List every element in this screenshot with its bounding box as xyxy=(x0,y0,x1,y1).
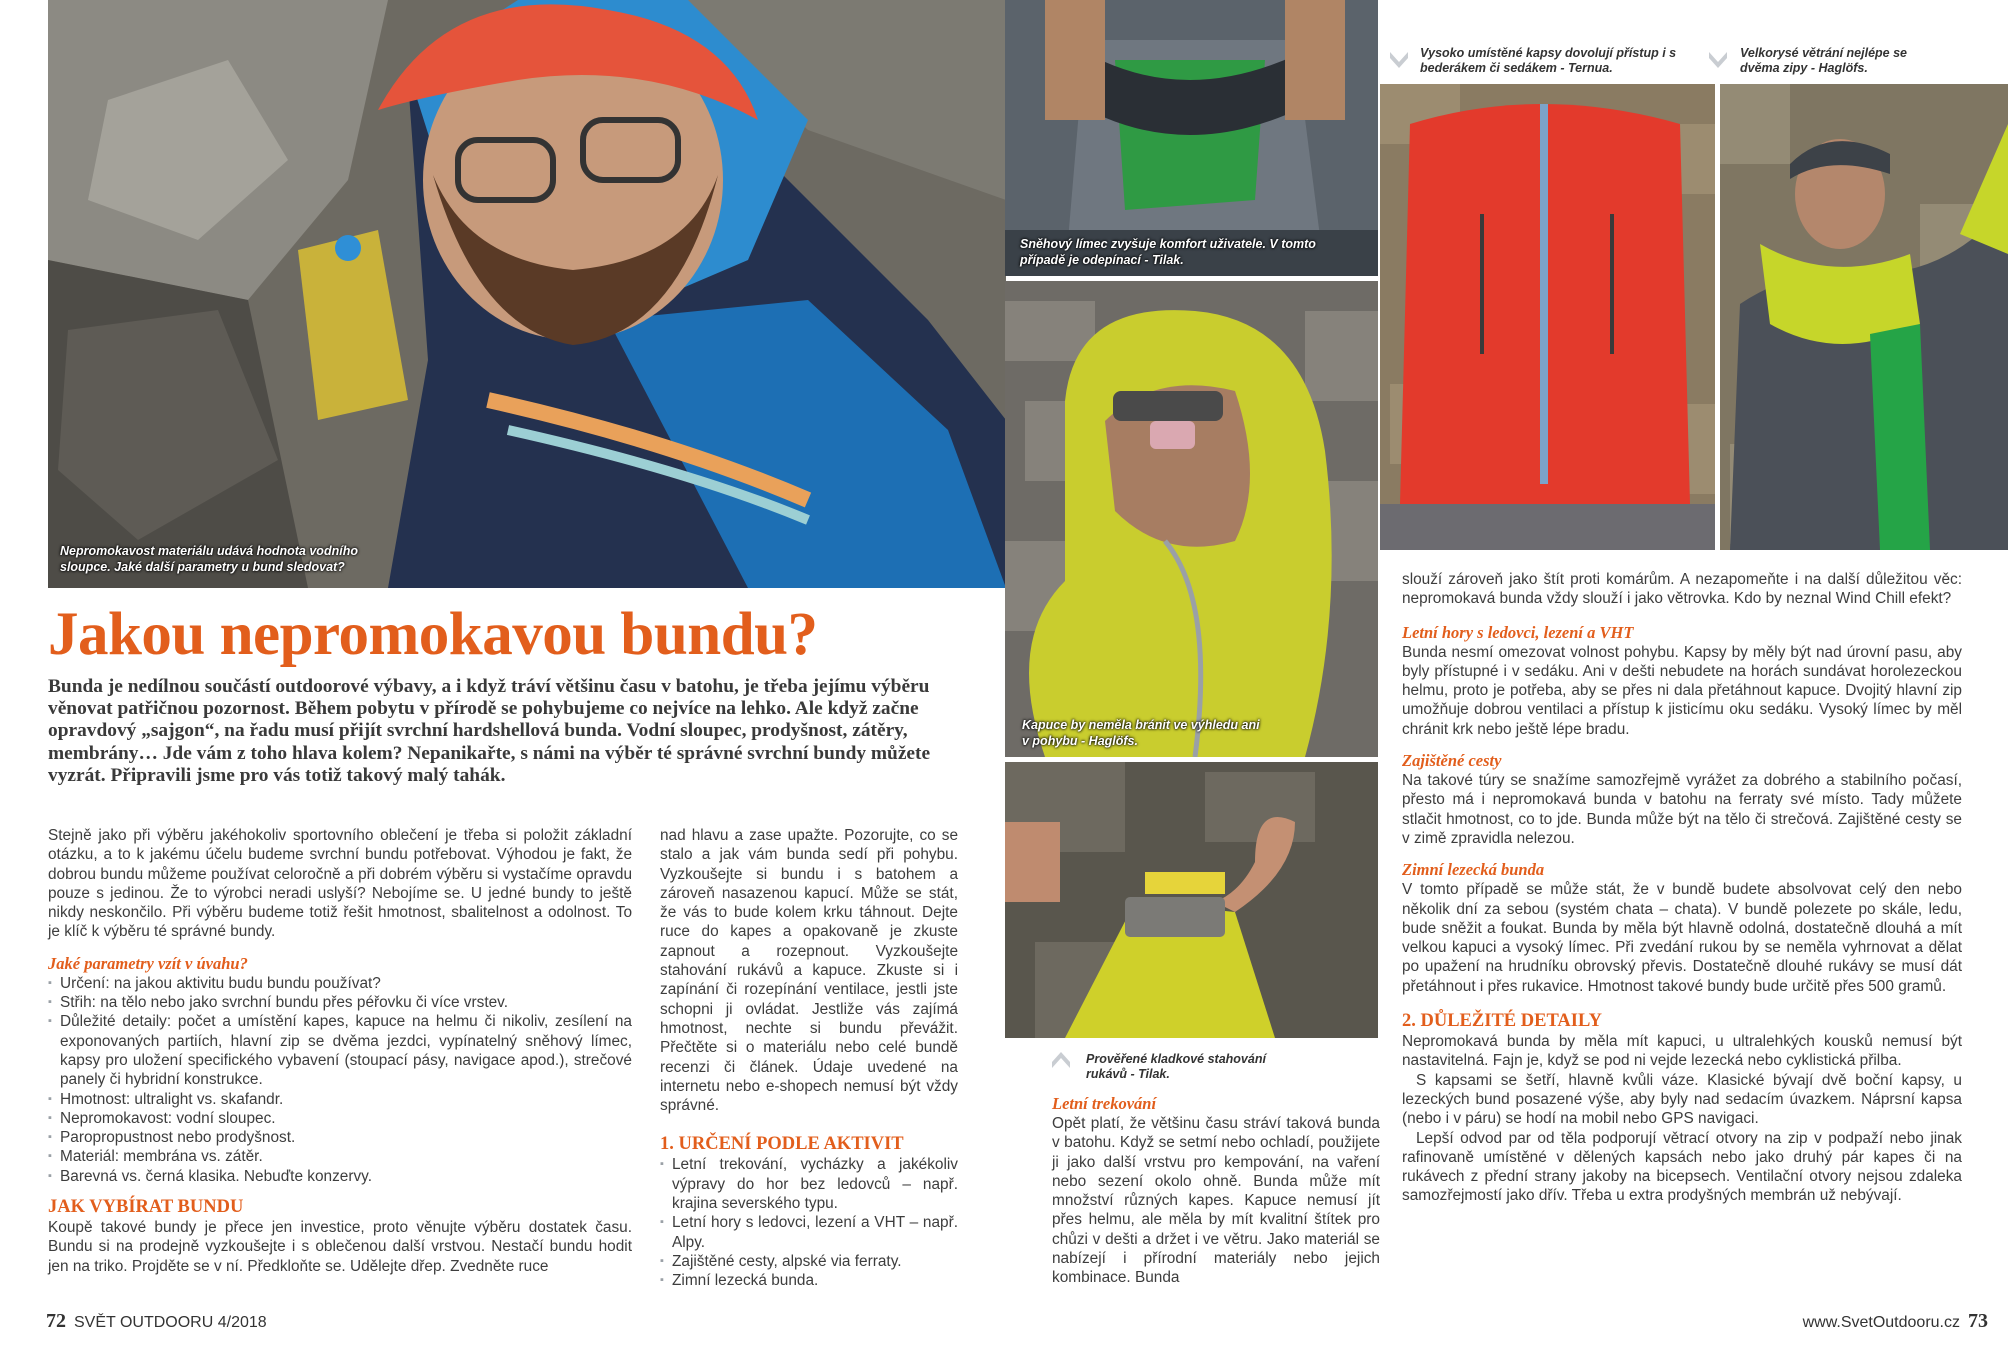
s2-paragraph-3: Lepší odvod par od těla podporují větrací otvory na zip v podpaží nebo jinak rafinovaně umístěné v dělených kapsách nebo jako druhý pár kapes či na rukávech z přední strany jakoby na bicepsech. Ventilační otvory nejsou zdaleka samozřejmostí jako dřív. Třeba u extra prodyšných membrán už nebývají. xyxy=(1402,1129,1962,1205)
how-heading: JAK VYBÍRAT BUNDU xyxy=(48,1197,244,1218)
hood-caption: Kapuce by neměla bránit ve výhledu ani v pohybu - Haglöfs. xyxy=(1022,718,1260,748)
list-item: ▪ Materiál: membrána vs. zátěr. xyxy=(48,1147,632,1166)
vents-photo xyxy=(1720,84,2008,550)
list-item: ▪ Střih: na tělo nebo jako svrchní bundu přes péřovku či více vrstev. xyxy=(48,993,632,1012)
col4-top-paragraph: slouží zároveň jako štít proti komárům. A nezapomeňte i na další důležitou věc: nepromokavá bunda vždy slouží i jako větrovka. Kdo by neznal Wind Chill efekt? xyxy=(1402,571,1962,608)
list-item: ▪ Nepromokavost: vodní sloupec. xyxy=(48,1109,632,1128)
summer-heading: Letní hory s ledovci, lezení a VHT xyxy=(1402,622,1634,642)
cuffs-photo xyxy=(1005,762,1378,1038)
s1-heading: 1. URČENÍ PODLE AKTIVIT xyxy=(660,1134,904,1155)
footer-left xyxy=(46,1310,267,1333)
list-item: ▪ Letní trekování, vycházky a jakékoliv výpravy do hor bez ledovců – např. krajina severského typu. xyxy=(660,1155,958,1213)
trek-heading: Letní trekování xyxy=(1052,1094,1157,1113)
ferrata-heading: Zajištěné cesty xyxy=(1402,751,1502,771)
column-1 xyxy=(48,826,632,1276)
s1-list xyxy=(660,1155,958,1290)
pockets-photo xyxy=(1380,84,1715,550)
summer-paragraph: Bunda nesmí omezovat volnost pohybu. Kapsy by měly být nad úrovní pasu, aby byly přístupné i v sedáku. Ani v dešti nebudete na horách sundávat horolezeckou helmu, proto je potřeba, aby se přes ni dala přetáhnout kapuce. Dvojitý hlavní zip umožňuje dobrou ventilaci a přístup k jisticímu oku sedáku. Vysoký límec by měl chránit krk nebo ještě lépe bradu. xyxy=(1402,643,1962,738)
snow-collar-caption: Sněhový límec zvyšuje komfort uživatele. V tomto případě je odepínací - Tilak. xyxy=(1020,237,1316,267)
list-item: ▪ Letní hory s ledovci, lezení a VHT – např. Alpy. xyxy=(660,1213,958,1252)
main-photo-caption: Nepromokavost materiálu udává hodnota vodního sloupce. Jaké další parametry u bund sledovat? xyxy=(60,544,358,574)
winter-paragraph: V tomto případě se může stát, že v bundě budete absolvovat celý den nebo několik dní za sebou (systém chata – chata). V bundě polezete po skále, ledu, bude sněžit a foukat. Bunda by měla být hlavně odolná, dostatečně dlouhá a mít velkou kapuci a vysoký límec. Při zvedání rukou by se neměla vyhrnovat a dělat po upažení na hrudníku obrovský převis. Dostatečně dlouhé rukávy se musí dát přetáhnout i přes rukavice. Hmotnost takové bundy bude určitě přes 500 gramů. xyxy=(1402,881,1962,995)
page-number-right: 73 xyxy=(1968,1310,1988,1332)
article-lead: Bunda je nedílnou součástí outdoorové výbavy, a i když tráví většinu času v batohu, je třeba jejímu výběru věnovat patřičnou pozornost. Během pobytu v přírodě se pohybujeme co nejvíce na lehko. Ale když začne opravdový „sajgon“, na řadu musí přijít svrchní hardshellová bunda. Vodní sloupec, prodyšnost, zátěry, membrány… Jde vám z toho hlava kolem? Nepanikařte, s námi na výběr té správné svrchní bundy můžete vyzrát. Připravili jsme pro vás totiž takový malý tahák. xyxy=(48,676,931,786)
column-4 xyxy=(1402,570,1962,1206)
snow-collar-photo xyxy=(1005,0,1378,276)
list-item: ▪ Hmotnost: ultralight vs. skafandr. xyxy=(48,1090,632,1109)
footer-right xyxy=(1803,1310,1988,1333)
list-item: ▪ Zimní lezecká bunda. xyxy=(660,1271,958,1290)
hood-photo xyxy=(1005,281,1378,757)
list-item: ▪ Paropropustnost nebo prodyšnost. xyxy=(48,1128,632,1147)
list-item: ▪ Zajištěné cesty, alpské via ferraty. xyxy=(660,1252,958,1271)
main-photo xyxy=(48,0,1006,588)
article-title: Jakou nepromokavou bundu? xyxy=(48,601,818,668)
ferrata-paragraph: Na takové túry se snažíme samozřejmě vyrážet za dobrého a stabilního počasí, přesto má i nepromokavá bunda v batohu na ferraty své místo. Tady můžete stlačit hmotnost, co to jde. Bunda může být na tělo či strečová. Zajištěné cesty se v zimě zpravidla nelezou. xyxy=(1402,772,1962,847)
pockets-caption: Vysoko umístěné kapsy dovolují přístup i s bederákem či sedákem - Ternua. xyxy=(1420,46,1677,75)
winter-heading: Zimní lezecká bunda xyxy=(1402,860,1545,880)
params-list xyxy=(48,974,632,1186)
s2-paragraph-2: S kapsami se šetří, hlavně kvůli váze. Klasické bývají dvě boční kapsy, u lezeckých bund posazené výše, aby byly nad sedacím úvazkem. Náprsní kapsa (nebo i v páru) se hodí na mobil nebo GPS navigaci. xyxy=(1402,1071,1962,1128)
page-number-left: 72 xyxy=(46,1310,66,1332)
cuffs-caption: Prověřené kladkové stahování rukávů - Tilak. xyxy=(1086,1052,1266,1081)
website-link[interactable]: www.SvetOutdooru.cz xyxy=(1802,1314,1960,1331)
list-item: ▪ Barevná vs. černá klasika. Nebuďte konzervy. xyxy=(48,1167,632,1186)
intro-paragraph: Stejně jako při výběru jakéhokoliv sportovního oblečení je třeba si položit základní otázku, a to k jakému účelu budeme svrchní bundu potřebovat. Výhodou je fakt, že dobrou bundu můžeme používat celoročně a při dobrém výběru si vystačíme opravdu pouze s jedinou. Že to výrobci neradi uslyší? Nebojíme se. U jedné bundy to ještě nikdy neskončilo. Při výběru budeme totiž řešit hmotnost, sbalitelnost a odolnost. To je klíč k výběru té správné bundy. xyxy=(48,827,632,941)
trek-paragraph: Opět platí, že většinu času stráví taková bunda v batohu. Když se setmí nebo ochladí, použijete ji jako další vrstvu pro kempování, na vaření nebo sezení okolo ohně. Bunda může mít množství různých kapes. Kapuce nemusí jít přes helmu, ale měla by mít kvalitní štítek pro chůzi v dešti a držet i ve větru. Jako materiál se nabízejí i přírodní materiály nebo jejich kombinace. Bunda xyxy=(1052,1115,1380,1287)
how-paragraph: Koupě takové bundy je přece jen investice, proto věnujte výběru dostatek času. Bundu si na prodejně vyzkoušejte i s oblečenou další vrstvou. Nestačí bundu hodit jen na triko. Projděte se v ní. Předkloňte se. Udělejte dřep. Zvedněte ruce xyxy=(48,1219,632,1275)
vents-caption: Velkorysé větrání nejlépe se dvěma zipy - Haglöfs. xyxy=(1740,46,1907,75)
s2-heading: 2. DŮLEŽITÉ DETAILY xyxy=(1402,1011,1602,1032)
column-2 xyxy=(660,826,958,1291)
column-3 xyxy=(1052,1094,1380,1288)
chevron-down-icon xyxy=(1388,48,1410,70)
magazine-issue: SVĚT OUTDOORU 4/2018 xyxy=(74,1314,267,1331)
s2-paragraph-1: Nepromokavá bunda by měla mít kapuci, u ultralehkých kousků nemusí být nastavitelná. Fajn je, když se pod ni vejde lezecká nebo cyklistická přilba. xyxy=(1402,1033,1962,1070)
list-item: ▪ Určení: na jakou aktivitu budu bundu používat? xyxy=(48,974,632,993)
chevron-up-icon xyxy=(1050,1050,1072,1072)
chevron-down-icon xyxy=(1707,48,1729,70)
params-heading: Jaké parametry vzít v úvahu? xyxy=(48,953,248,973)
list-item: ▪ Důležité detaily: počet a umístění kapes, kapuce na helmu či nikoliv, zesílení na exponovaných partiích, hlavní zip se dvěma jezdci, vypínatelný sněhový límec, kapsy pro uložení specifického vybavení (stoupací pásy, navigace apod.), strečové panely či hybridní konstrukce. xyxy=(48,1012,632,1089)
col2-paragraph: nad hlavu a zase upažte. Pozorujte, co se stalo a jak vám bunda sedí při pohybu. Vyzkoušejte si bundu i s batohem a zároveň nasazenou kapucí. Může se stát, že vás to bude kolem krku táhnout. Dejte ruce do kapes a opakovaně je zkuste zapnout a rozepnout. Vyzkoušejte stahování rukávů a kapuce. Zkuste si i zapínání či rozepínání ventilace, jestli jste schopni ji ovládat. Jestliže vás zajímá hmotnost, nechte si bundu převážit. Přečtěte si o materiálu nebo celé bundě recenzi či článek. Údaje uvedené na internetu nebo e-shopech nemusí být vždy správné. xyxy=(660,827,958,1115)
